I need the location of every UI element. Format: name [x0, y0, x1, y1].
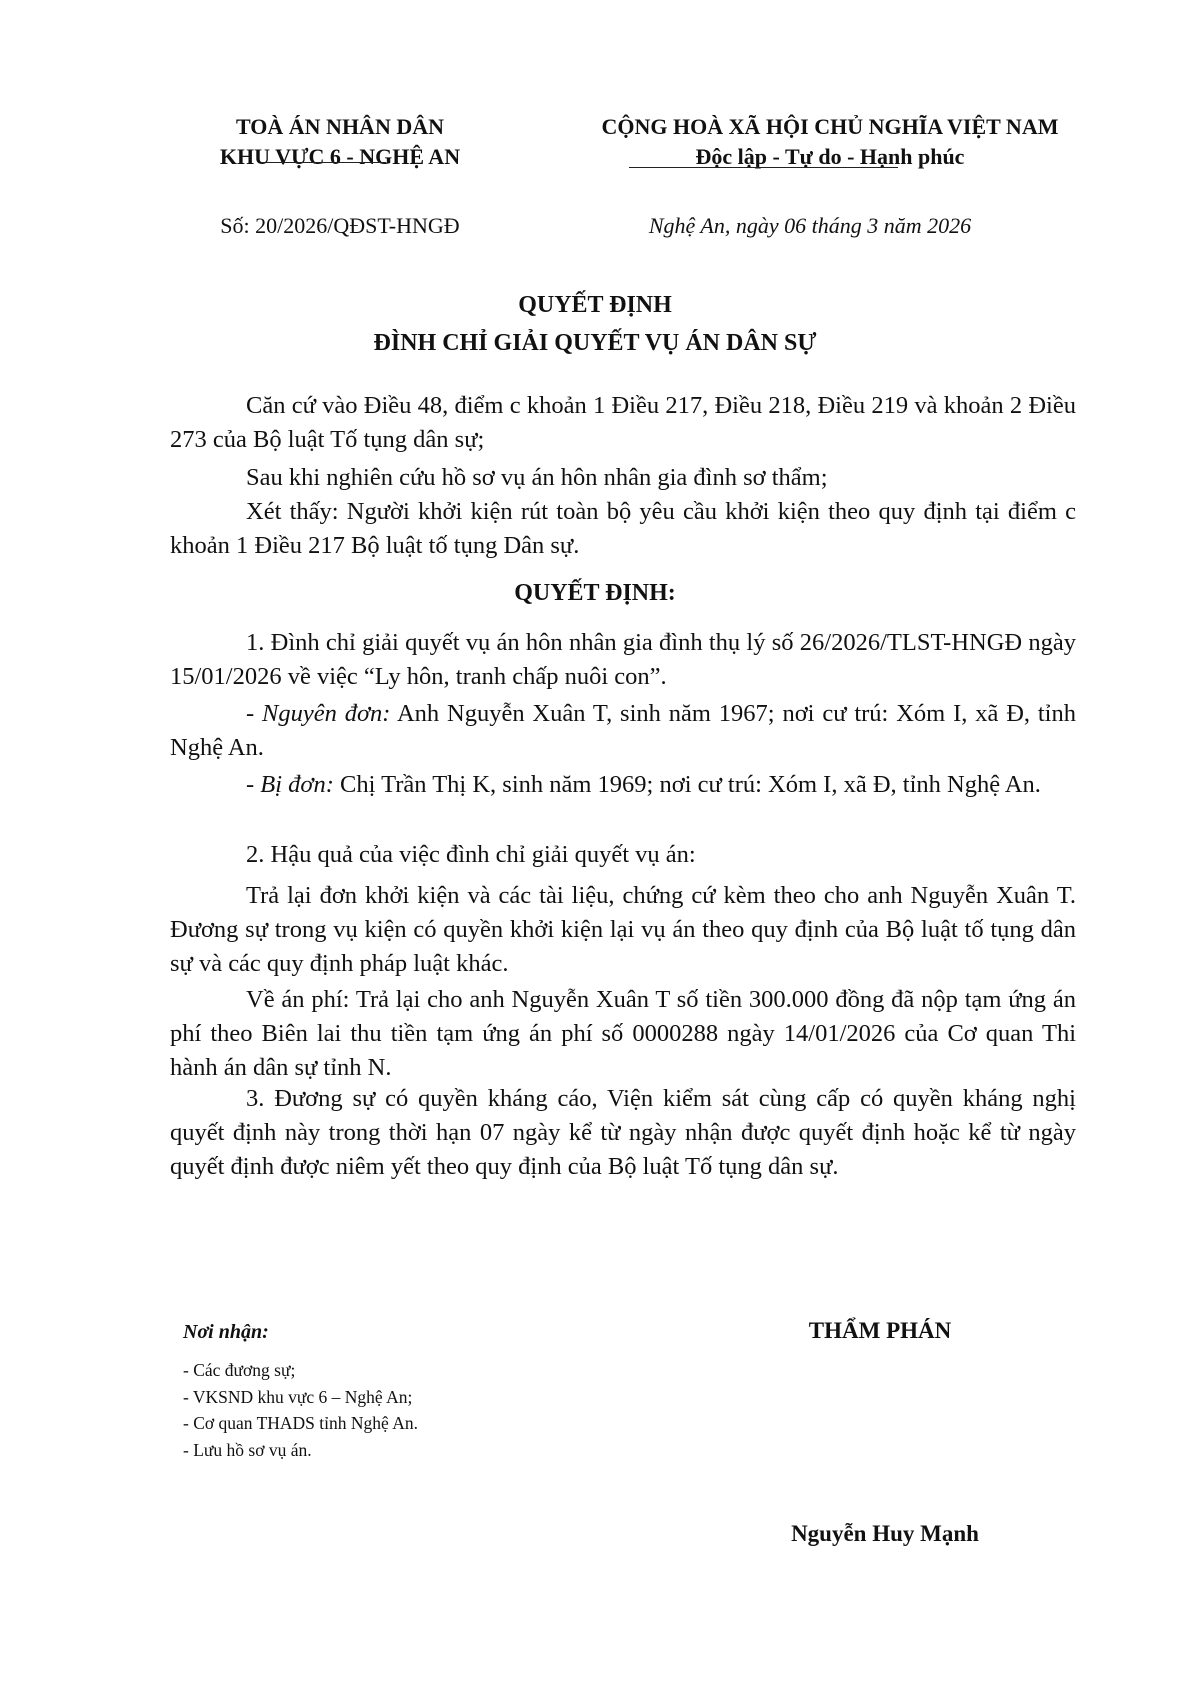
nation-motto: Độc lập - Tự do - Hạnh phúc	[695, 144, 965, 169]
plaintiff-label: - Nguyên đơn:	[246, 700, 391, 727]
preamble-review: Sau khi nghiên cứu hồ sơ vụ án hôn nhân gia đình sơ thẩm;	[246, 464, 828, 491]
recipient-item: - Các đương sự;	[183, 1360, 296, 1380]
preamble-finding: Xét thấy: Người khởi kiện rút toàn bộ yêu cầu khởi kiện theo quy định tại điểm c khoản 1 Điều 217 Bộ luật tố tụng Dân sự.	[170, 498, 1076, 559]
motto-underline	[629, 167, 898, 168]
court-header	[150, 112, 530, 172]
recipient-item: - Lưu hồ sơ vụ án.	[183, 1439, 312, 1460]
place-date: Nghệ An, ngày 06 tháng 3 năm 2026	[648, 213, 972, 238]
decision-item-2-fee: Về án phí: Trả lại cho anh Nguyễn Xuân T số tiền 300.000 đồng đã nộp tạm ứng án phí theo Biên lai thu tiền tạm ứng án phí số 0000288 ngày 14/01/2026 của Cơ quan Thi hành án dân sự tỉnh N.	[170, 986, 1076, 1081]
decision-item-2-return: Trả lại đơn khởi kiện và các tài liệu, chứng cứ kèm theo cho anh Nguyễn Xuân T. Đương sự trong vụ kiện có quyền khởi kiện lại vụ án theo quy định của Bộ luật tố tụng dân sự và các quy định pháp luật khác.	[170, 882, 1076, 977]
recipient-item: - VKSND khu vực 6 – Nghệ An;	[183, 1386, 413, 1407]
signer-title: THẨM PHÁN	[808, 1318, 952, 1343]
document-number: Số: 20/2026/QĐST-HNGĐ	[220, 213, 460, 238]
plaintiff-paragraph	[170, 697, 1076, 765]
plaintiff-details: Anh Nguyễn Xuân T, sinh năm 1967; nơi cư trú: Xóm I, xã Đ, tỉnh Nghệ An.	[170, 700, 1076, 761]
court-name: TOÀ ÁN NHÂN DÂN	[236, 114, 444, 139]
defendant-label: - Bị đơn:	[246, 771, 334, 798]
decision-item-2: 2. Hậu quả của việc đình chỉ giải quyết vụ án:	[246, 841, 696, 868]
decision-item-1: 1. Đình chỉ giải quyết vụ án hôn nhân gia đình thụ lý số 26/2026/TLST-HNGĐ ngày 15/01/2026 về việc “Ly hôn, tranh chấp nuôi con”.	[170, 629, 1076, 690]
nation-header	[550, 112, 1110, 172]
preamble-legal-basis: Căn cứ vào Điều 48, điểm c khoản 1 Điều 217, Điều 218, Điều 219 và khoản 2 Điều 273 của Bộ luật Tố tụng dân sự;	[170, 392, 1076, 453]
signer-name: Nguyễn Huy Mạnh	[791, 1521, 979, 1546]
defendant-details: Chị Trần Thị K, sinh năm 1969; nơi cư trú: Xóm I, xã Đ, tỉnh Nghệ An.	[333, 771, 1041, 798]
recipient-item: - Cơ quan THADS tỉnh Nghệ An.	[183, 1413, 418, 1433]
decision-heading: QUYẾT ĐỊNH:	[514, 580, 676, 606]
document-title: QUYẾT ĐỊNH	[518, 292, 672, 318]
recipients-title: Nơi nhận:	[183, 1321, 269, 1343]
decision-item-3: 3. Đương sự có quyền kháng cáo, Viện kiểm sát cùng cấp có quyền kháng nghị quyết định này trong thời hạn 07 ngày kể từ ngày nhận được quyết định hoặc kể từ ngày quyết định được niêm yết theo quy định của Bộ luật Tố tụng dân sự.	[170, 1085, 1076, 1180]
nation-name: CỘNG HOÀ XÃ HỘI CHỦ NGHĨA VIỆT NAM	[601, 114, 1059, 139]
document-subtitle: ĐÌNH CHỈ GIẢI QUYẾT VỤ ÁN DÂN SỰ	[373, 330, 817, 356]
defendant-paragraph	[170, 768, 1076, 802]
recipients-list	[183, 1357, 418, 1463]
court-underline	[262, 162, 386, 163]
court-region: KHU VỰC 6 - NGHỆ AN	[219, 144, 461, 169]
